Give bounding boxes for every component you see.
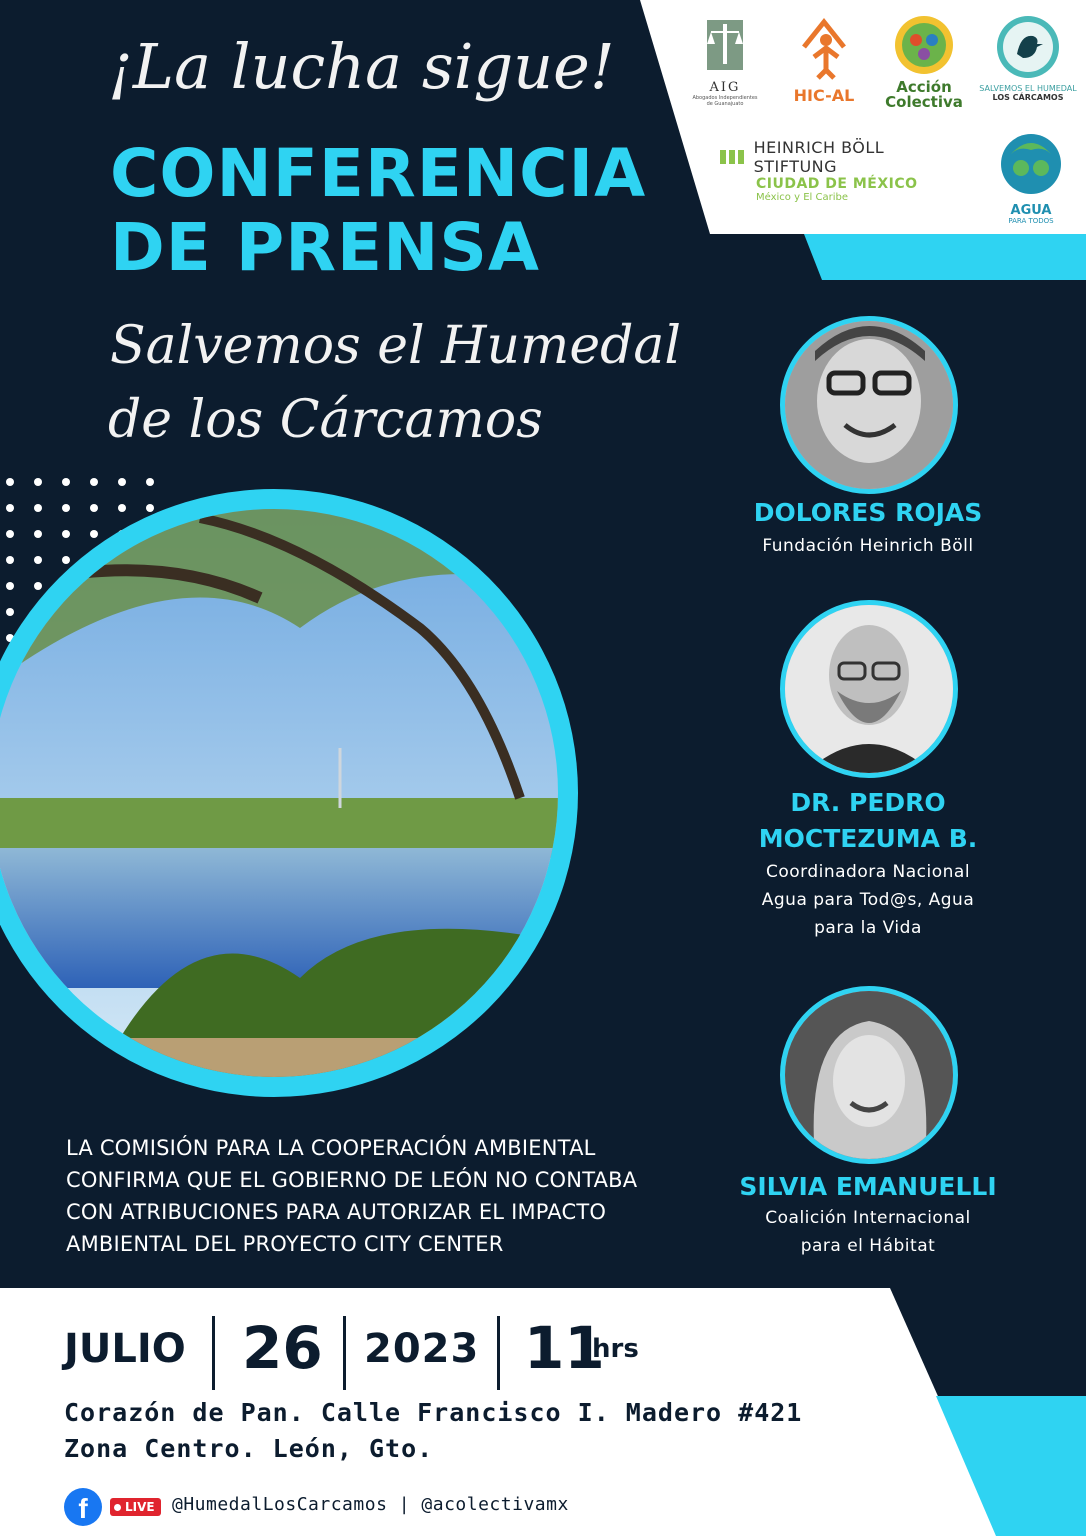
statement-line: AMBIENTAL DEL PROYECTO CITY CENTER xyxy=(66,1232,504,1256)
event-hour-unit: hrs xyxy=(592,1334,639,1364)
facebook-icon[interactable]: f xyxy=(64,1488,102,1526)
title-line2: DE PRENSA xyxy=(110,209,540,286)
accion-line2: Colectiva xyxy=(885,93,963,111)
boell-line3: México y El Caribe xyxy=(756,192,848,203)
agua-line2: PARA TODOS xyxy=(1008,217,1054,225)
scales-icon xyxy=(703,14,747,76)
subtitle-line1: Salvemos el Humedal xyxy=(110,316,682,376)
speaker-name-pedro-line1: DR. PEDRO xyxy=(790,788,946,817)
event-day: 26 xyxy=(242,1314,323,1382)
humedal-line1: SALVEMOS EL HUMEDAL xyxy=(979,84,1077,93)
title-line1: CONFERENCIA xyxy=(110,135,647,212)
divider xyxy=(212,1316,215,1390)
person-portrait-icon xyxy=(785,991,953,1159)
accion-colectiva-logo xyxy=(884,14,964,110)
event-year: 2023 xyxy=(364,1326,480,1372)
speaker-photo-dolores-rojas xyxy=(780,316,958,494)
speaker-org-silvia-line1: Coalición Internacional xyxy=(765,1208,971,1228)
hical-name: HIC-AL xyxy=(793,86,855,105)
statement-text xyxy=(66,1132,706,1260)
hical-logo xyxy=(784,12,864,105)
accion-line1: Acción xyxy=(896,78,952,96)
speaker-photo-silvia-emanuelli xyxy=(780,986,958,1164)
humedal-line2: LOS CÁRCAMOS xyxy=(992,93,1064,102)
speaker-name-pedro-line2: MOCTEZUMA B. xyxy=(758,824,978,853)
speaker-org-pedro-line2: Agua para Tod@s, Agua xyxy=(761,890,975,910)
speaker-org-pedro-line1: Coordinadora Nacional xyxy=(765,862,971,882)
social-handles[interactable]: @HumedalLosCarcamos | @acolectivamx xyxy=(172,1494,569,1515)
aig-name: AIG xyxy=(709,80,741,95)
speaker-name-dolores-rojas: DOLORES ROJAS xyxy=(753,498,983,527)
event-month: JULIO xyxy=(64,1326,186,1372)
speaker-org-pedro-line3: para la Vida xyxy=(814,918,922,938)
boell-mark-icon xyxy=(720,150,746,164)
statement-line: LA COMISIÓN PARA LA COOPERACIÓN AMBIENTAL xyxy=(66,1136,596,1160)
humedal-logo xyxy=(974,14,1082,102)
water-hands-icon xyxy=(993,124,1069,200)
divider xyxy=(343,1316,346,1390)
boell-logo xyxy=(720,138,970,203)
subtitle-line2: de los Cárcamos xyxy=(108,390,543,450)
speaker-org-silvia-line2: para el Hábitat xyxy=(800,1236,936,1256)
house-person-icon xyxy=(794,12,854,82)
statement-line: CONFIRMA QUE EL GOBIERNO DE LEÓN NO CONTABA xyxy=(66,1168,638,1192)
person-portrait-icon xyxy=(785,605,953,773)
speaker-photo-pedro-moctezuma xyxy=(780,600,958,778)
collective-icon xyxy=(891,14,957,76)
speaker-org-dolores-rojas: Fundación Heinrich Böll xyxy=(762,536,974,556)
event-address-line1: Corazón de Pan. Calle Francisco I. Madero #421 xyxy=(64,1398,803,1427)
event-hour: 11 xyxy=(524,1314,605,1382)
boell-line1: HEINRICH BÖLL STIFTUNG xyxy=(753,138,885,176)
live-dot-icon xyxy=(114,1504,121,1511)
tagline: ¡La lucha sigue! xyxy=(108,30,615,103)
boell-line2: CIUDAD DE MÉXICO xyxy=(756,176,918,192)
live-label: LIVE xyxy=(125,1500,155,1514)
live-badge xyxy=(110,1498,161,1516)
aig-logo xyxy=(690,14,760,107)
speaker-name-silvia-emanuelli: SILVIA EMANUELLI xyxy=(739,1172,997,1201)
event-address-line2: Zona Centro. León, Gto. xyxy=(64,1434,434,1463)
person-portrait-icon xyxy=(785,321,953,489)
agua-line1: AGUA xyxy=(1010,203,1052,218)
wetland-photo xyxy=(0,478,590,1108)
divider xyxy=(497,1316,500,1390)
agua-para-todos-logo xyxy=(986,124,1076,225)
statement-line: CON ATRIBUCIONES PARA AUTORIZAR EL IMPACTO xyxy=(66,1200,607,1224)
aig-caption: Abogados Independientes de Guanajuato xyxy=(692,95,758,107)
bird-icon xyxy=(995,14,1061,80)
